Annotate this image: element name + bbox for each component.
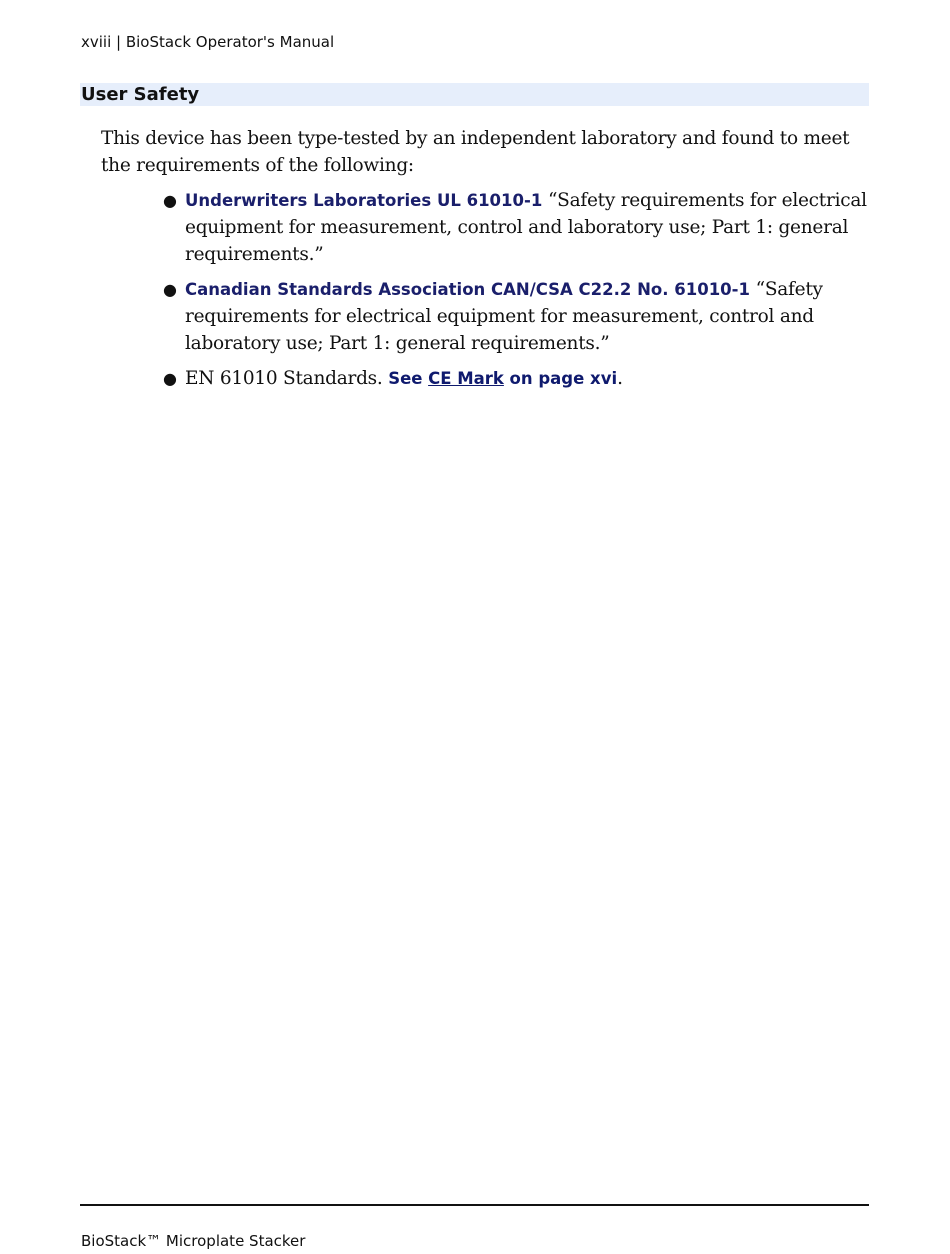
running-footer: BioStack™ Microplate Stacker	[81, 1232, 306, 1250]
see-label: See	[388, 369, 423, 388]
list-item	[160, 276, 872, 357]
running-header: xviii | BioStack Operator's Manual	[81, 33, 335, 51]
standard-name: Underwriters Laboratories UL 61010-1	[185, 191, 543, 210]
section-title: User Safety	[81, 84, 200, 105]
ce-mark-link[interactable]: CE Mark	[428, 369, 504, 388]
bullet-icon: ●	[163, 280, 177, 299]
standard-description: “Safety requirements for electrical equipment for measurement, control and laboratory use; Part 1: general requirements.”	[185, 279, 823, 354]
list-item	[160, 187, 872, 268]
standard-description: “Safety requirements for electrical equipment for measurement, control and laboratory use; Part 1: general requirements.”	[185, 190, 867, 265]
end-punctuation: .	[617, 368, 623, 389]
standard-name: Canadian Standards Association CAN/CSA C22.2 No. 61010-1	[185, 280, 750, 299]
footer-divider	[80, 1204, 869, 1206]
list-item	[160, 365, 872, 392]
bullet-icon: ●	[163, 191, 177, 210]
en-standards-text: EN 61010 Standards.	[185, 368, 383, 389]
standards-list	[160, 187, 872, 400]
intro-paragraph: This device has been type-tested by an independent laboratory and found to meet the requirements of the following:	[101, 128, 850, 176]
bullet-icon: ●	[163, 369, 177, 388]
page-reference: on page xvi	[509, 369, 618, 388]
